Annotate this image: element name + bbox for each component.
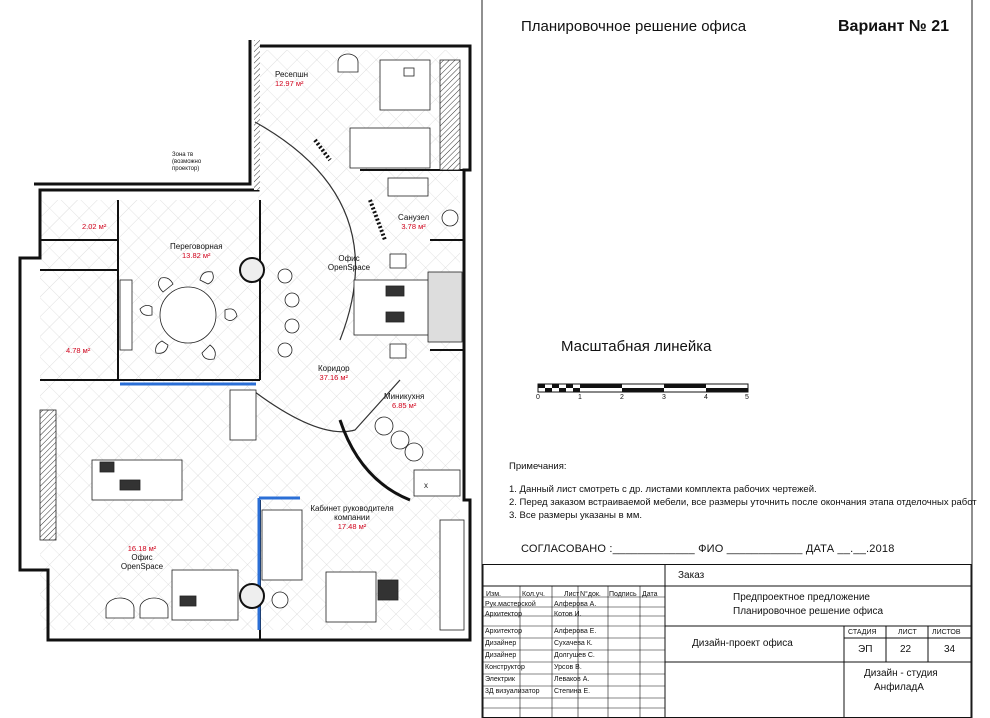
note-item: 2. Перед заказом встраиваемой мебели, все размеры уточнить после окончания этапа отделочных работ <box>509 497 977 508</box>
col-header: Лист <box>564 591 580 598</box>
staff-role: Архитектор <box>485 611 522 618</box>
staff-role: Дизайнер <box>485 640 517 647</box>
col-header: Изм. <box>486 591 501 598</box>
staff-role: 3Д визуализатор <box>485 688 540 695</box>
sheet-label: ЛИСТ <box>898 629 917 636</box>
room-label-reception: Ресепшн 12.97 м² <box>275 70 309 88</box>
room-label-storage-left: 4.78 м² <box>66 346 91 355</box>
tv-zone-note: Зона тв (возможно проектор) <box>172 152 202 172</box>
scale-tick-0: 0 <box>536 394 540 401</box>
note-item: 3. Все размеры указаны в мм. <box>509 510 642 521</box>
project-line-1: Предпроектное предложение <box>733 592 870 603</box>
scale-tick-3: 3 <box>662 394 666 401</box>
room-label-openspace-center: Офис OpenSpace <box>327 254 371 272</box>
scale-tick-1: 1 <box>578 394 582 401</box>
room-label-wc: Санузел 3.78 м² <box>398 213 430 231</box>
room-label-storage-top: 2.02 м² <box>82 222 107 231</box>
scale-tick-5: 5 <box>745 394 749 401</box>
order-label: Заказ <box>678 570 705 581</box>
room-label-director: Кабинет руководителя компании 17.48 м² <box>310 504 394 531</box>
staff-name: Алферова Е. <box>554 628 597 635</box>
staff-name: Алферова А. <box>554 601 597 608</box>
staff-role: Электрик <box>485 676 515 683</box>
staff-name: Котов И. <box>554 611 582 618</box>
staff-name: Сухачева К. <box>554 640 593 647</box>
scale-tick-2: 2 <box>620 394 624 401</box>
staff-name: Леваков А. <box>554 676 590 683</box>
staff-role: Конструктор <box>485 664 525 671</box>
staff-role: Архитектор <box>485 628 522 635</box>
sheets-value: 34 <box>944 644 956 655</box>
staff-role: Рук.мастерской <box>485 601 536 608</box>
approval-line: СОГЛАСОВАНО :_____________ ФИО ____________ ДАТА __.__.2018 <box>521 543 895 555</box>
room-label-corridor: Коридор 37.16 м² <box>318 364 350 382</box>
staff-name: Степина Е. <box>554 688 591 695</box>
stage-label: СТАДИЯ <box>848 629 877 636</box>
notes <box>509 460 979 522</box>
scale-bar <box>532 380 762 406</box>
room-label-openspace-left: 16.18 м² Офис OpenSpace <box>120 544 164 571</box>
sheet-title: Планировочное решение офиса <box>521 18 747 35</box>
sheets-label: ЛИСТОВ <box>932 629 961 636</box>
studio-line-1: Дизайн - студия <box>864 668 938 679</box>
col-header: N°док. <box>580 591 601 598</box>
room-label-meeting: Переговорная 13.82 м² <box>170 242 223 260</box>
staff-name: Долгушев С. <box>554 652 595 659</box>
col-header: Дата <box>642 591 658 598</box>
project-line-2: Планировочное решение офиса <box>733 606 884 617</box>
col-header: Кол.уч. <box>522 591 545 598</box>
stage-value: ЭП <box>858 644 873 655</box>
scale-tick-4: 4 <box>704 394 708 401</box>
title-block <box>482 564 972 718</box>
scale-title: Масштабная линейка <box>561 338 712 355</box>
sheet-value: 22 <box>900 644 912 655</box>
staff-role: Дизайнер <box>485 652 517 659</box>
studio-line-2: АнфиладА <box>874 682 924 693</box>
room-label-kitchen: Миникухня 6.85 м² <box>384 392 425 410</box>
note-item: 1. Данный лист смотреть с др. листами комплекта рабочих чертежей. <box>509 484 817 495</box>
staff-name: Урсов В. <box>554 664 582 671</box>
project-type: Дизайн-проект офиса <box>692 638 793 649</box>
notes-heading: Примечания: <box>509 461 567 472</box>
svg-text:x: x <box>424 481 428 490</box>
col-header: Подпись <box>609 591 637 598</box>
variant-number: Вариант № 21 <box>838 18 949 35</box>
floor-plan <box>0 0 480 718</box>
